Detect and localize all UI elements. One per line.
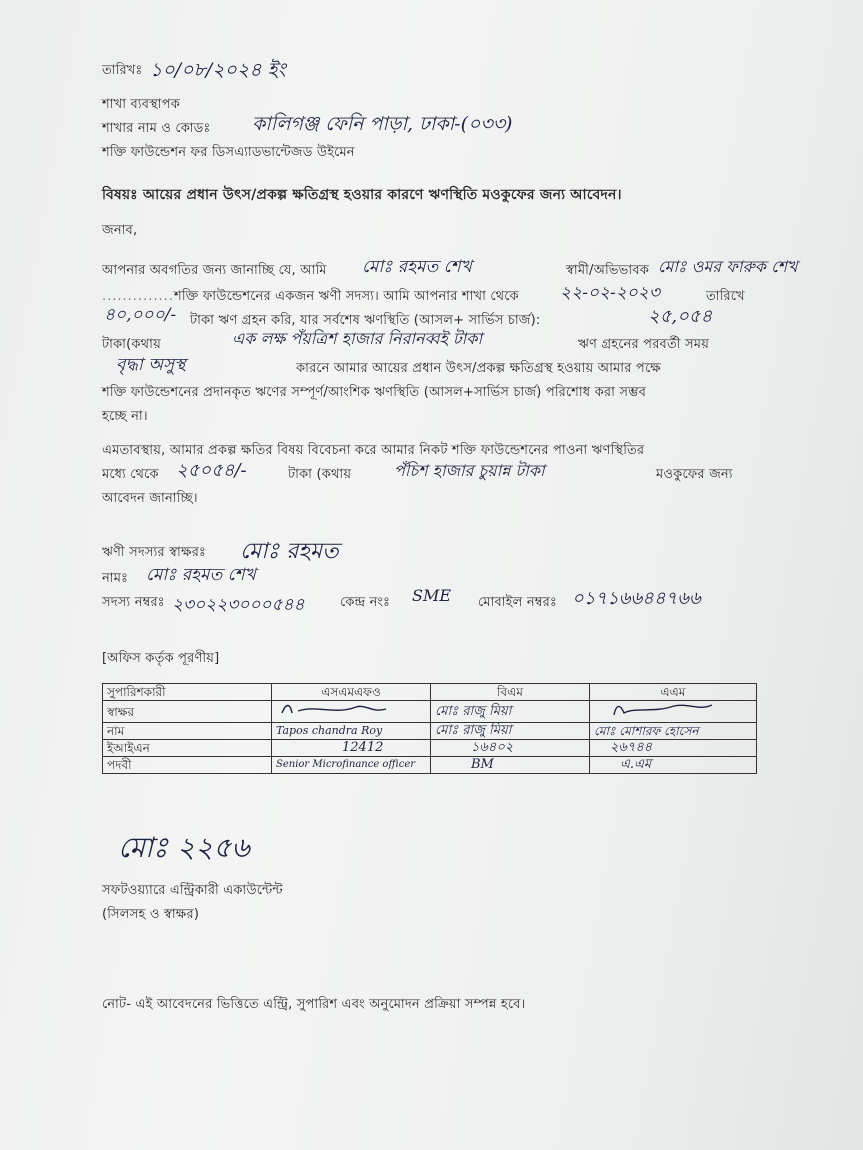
application-paper: তারিখঃ ১০/০৮/২০২৪ ইং শাখা ব্যবস্থাপক শাখার নাম ও কোডঃ কালিগঞ্জ ফেনি পাড়া, ঢাকা-(০৩৩) শক্তি ফাউন্ডেশন ফর ডিসএ্যাডভান্টেজড উইমেন বিষয়ঃ আয়ের প্রধান উৎস/প্রকল্প ক্ষতিগ্রস্থ হওয়ার কারণে ঋণস্থিতি মওকুফের জন্য আবেদন। জনাব, আপনার অবগতির জন্য জানাচ্ছি যে, আমি মোঃ রহমত শেখ স্বামী/অভিভাবক মোঃ ওমর ফারুক শেখ .............. শক্তি ফাউন্ডেশনের একজন ঋণী সদস্য। আমি আপনার শাখা থেকে ২২-০২-২০২৩ তারিখে ৪০,০০০/- টাকা ঋণ গ্রহন করি, যার সর্বশেষ ঋণস্থিতি (আসল+ সার্ভিস চার্জ): ২৫,০৫৪ টাকা(কথায় এক লক্ষ পঁয়ত্রিশ হাজার নিরানব্বই টাকা ঋণ গ্রহনের পরবর্তী সময় বৃদ্ধা অসুস্থ কারনে আমার আয়ের প্রধান উৎস/প্রকল্প ক্ষতিগ্রস্থ হওয়ায় আমার পক্ষে শক্তি ফাউন্ডেশনের প্রদানকৃত ঋণের সম্পূর্ণ/আংশিক ঋণস্থিতি (আসল+সার্ভিস চার্জ) পরিশোধ করা সম্ভব হচ্ছে না। এমতাবস্থায়, আমার প্রকল্প ক্ষতির বিষয় বিবেচনা করে আমার নিকট শক্তি ফাউন্ডেশনের পাওনা ঋণস্থিতির মধ্যে থেকে ২৫০৫৪/- টাকা (কথায় পঁচিশ হাজার চুয়ান্ন টাকা মওকুফের জন্য আবেদন জানাচ্ছি। ঋণী সদস্যর স্বাক্ষরঃ মোঃ রহমত নামঃ মোঃ রহমত শেখ সদস্য নম্বরঃ ২৩০২২৩০০০৫৪৪ কেন্দ্র নংঃ SME মোবাইল নম্বরঃ ০১৭১৬৬৪৪৭৬৬ [অফিস কর্তৃক পূরণীয়] সুপারিশকারী এসএমএফও বিএম এএম স্বাক্ষর মোঃ রাজু মিয়া নাম Tapos chandra Roy মোঃ রাজু মিয়া মোঃ মোশারফ হোসেন ইআইএন 12412 ১৬৪০২ ২৬৭৪৪ পদবী Senior Microfinance officer BM এ.এম মোঃ ২২৫৬ সফটওয়্যারে এন্ট্রিকারী একাউন্টেন্ট (সিলসহ ও স্বাক্ষর) নোট- এই আবেদনের ভিত্তিতে এন্ট্রি, সুপারিশ এবং অনুমোদন প্রক্রিয়া সম্পন্ন হবে। [0,0,863,1150]
body-p1-f: টাকা(কথায় [102,337,161,352]
table-cell: Senior Microfinance officer [272,757,431,774]
table-cell: নাম [103,723,272,740]
table-cell: ইআইএন [103,740,272,757]
mobile-label: মোবাইল নম্বরঃ [478,595,557,610]
table-cell: BM [431,757,590,774]
salutation: জনাব, [102,223,138,238]
loan-amount-written: ৪০,০০০/- [104,305,177,325]
member-name-label: নামঃ [102,571,129,586]
subject-line: বিষয়ঃ আয়ের প্রধান উৎস/প্রকল্প ক্ষতিগ্রস্থ হওয়ার কারণে ঋণস্থিতি মওকুফের জন্য আবেদন। [102,187,622,203]
body-p1-j: হচ্ছে না। [102,409,148,424]
body-p1-b: স্বামী/অভিভাবক [566,263,650,278]
body-p1-h: কারনে আমার আয়ের প্রধান উৎস/প্রকল্প ক্ষতিগ্রস্থ হওয়ায় আমার পক্ষে [296,361,661,376]
accountant-line1: সফটওয়্যারে এন্ট্রিকারী একাউন্টেন্ট [102,883,283,898]
loan-date-written: ২২-০২-২০২৩ [560,283,660,303]
table-cell: ২৬৭৪৪ [590,740,757,757]
office-table [102,683,757,774]
body-p1-i: শক্তি ফাউন্ডেশনের প্রদানকৃত ঋণের সম্পূর্ণ/আংশিক ঋণস্থিতি (আসল+সার্ভিস চার্জ) পরিশোধ করা সম্ভব [102,385,647,400]
body-p2-a: এমতাবস্থায়, আমার প্রকল্প ক্ষতির বিষয় বিবেচনা করে আমার নিকট শক্তি ফাউন্ডেশনের পাওনা ঋণস্থিতির [102,443,645,458]
table-row [103,684,757,701]
body-p1-d: তারিখে [706,289,745,304]
center-label: কেন্দ্র নংঃ [340,595,391,610]
body-p2-b: মধ্যে থেকে [102,467,159,482]
body-p2-e: আবেদন জানাচ্ছি। [102,491,198,506]
body-p1-g: ঋণ গ্রহনের পরবর্তী সময় [578,337,710,352]
accountant-signature: মোঃ ২২৫৬ [118,831,250,864]
waive-amount-written: ২৫০৫৪/- [176,460,247,481]
table-cell: এ.এম [590,757,757,774]
office-caption: [অফিস কর্তৃক পূরণীয়] [102,651,220,666]
balance-written: ২৫,০৫৪ [648,306,713,327]
table-cell: বিএম [431,684,590,701]
signature-scribble-icon [594,701,734,717]
signature-scribble-icon [276,701,416,717]
table-cell: মোঃ রাজু মিয়া [431,701,590,723]
center-value: SME [412,586,452,605]
date-label: তারিখঃ [102,63,143,78]
member-name-value: মোঃ রহমত শেখ [146,565,256,585]
table-row [103,701,757,723]
table-cell: মোঃ রাজু মিয়া [431,723,590,740]
table-cell: Tapos chandra Roy [272,723,431,740]
body-p1-a: আপনার অবগতির জন্য জানাচ্ছি যে, আমি [102,263,327,278]
table-cell: মোঃ মোশারফ হোসেন [590,723,757,740]
table-cell: পদবী [103,757,272,774]
org-name: শক্তি ফাউন্ডেশন ফর ডিসএ্যাডভান্টেজড উইমেন [102,145,355,160]
body-p2-d: মওকুফের জন্য [656,467,733,482]
am-signature [590,701,757,723]
table-row [103,757,757,774]
member-sig-label: ঋণী সদস্যর স্বাক্ষরঃ [102,545,207,560]
body-p1-c: শক্তি ফাউন্ডেশনের একজন ঋণী সদস্য। আমি আপনার শাখা থেকে [174,289,519,304]
guardian-name-written: মোঃ ওমর ফারুক শেখ [658,257,798,276]
member-name-written: মোঃ রহমত শেখ [362,257,472,277]
table-cell: এসএমএফও [272,684,431,701]
branch-value: কালিগঞ্জ ফেনি পাড়া, ঢাকা-(০৩৩) [252,113,513,135]
date-value: ১০/০৮/২০২৪ ইং [150,59,286,81]
table-cell: এএম [590,684,757,701]
table-row [103,740,757,757]
reason-written: বৃদ্ধা অসুস্থ [116,355,186,375]
member-signature: মোঃ রহমত [240,539,339,564]
branch-label: শাখার নাম ও কোডঃ [102,121,211,136]
mobile-value: ০১৭১৬৬৪৪৭৬৬ [572,588,701,609]
accountant-line2: (সিলসহ ও স্বাক্ষর) [102,907,200,922]
body-p1-e: টাকা ঋণ গ্রহন করি, যার সর্বশেষ ঋণস্থিতি (আসল+ সার্ভিস চার্জ): [190,313,541,328]
table-cell: সুপারিশকারী [103,684,272,701]
amount-words-written: এক লক্ষ পঁয়ত্রিশ হাজার নিরানব্বই টাকা [232,329,483,348]
table-cell: ১৬৪০২ [431,740,590,757]
branch-manager: শাখা ব্যবস্থাপক [102,97,181,112]
waive-words-written: পঁচিশ হাজার চুয়ান্ন টাকা [394,461,545,480]
smfo-signature [272,701,431,723]
member-no-value: ২৩০২২৩০০০৫৪৪ [172,595,305,615]
note-line: নোট- এই আবেদনের ভিত্তিতে এন্ট্রি, সুপারিশ এবং অনুমোদন প্রক্রিয়া সম্পন্ন হবে। [102,997,526,1012]
table-cell: 12412 [272,740,431,757]
body-p2-c: টাকা (কথায় [288,467,352,482]
table-cell: স্বাক্ষর [103,701,272,723]
member-no-label: সদস্য নম্বরঃ [102,595,165,610]
table-row [103,723,757,740]
